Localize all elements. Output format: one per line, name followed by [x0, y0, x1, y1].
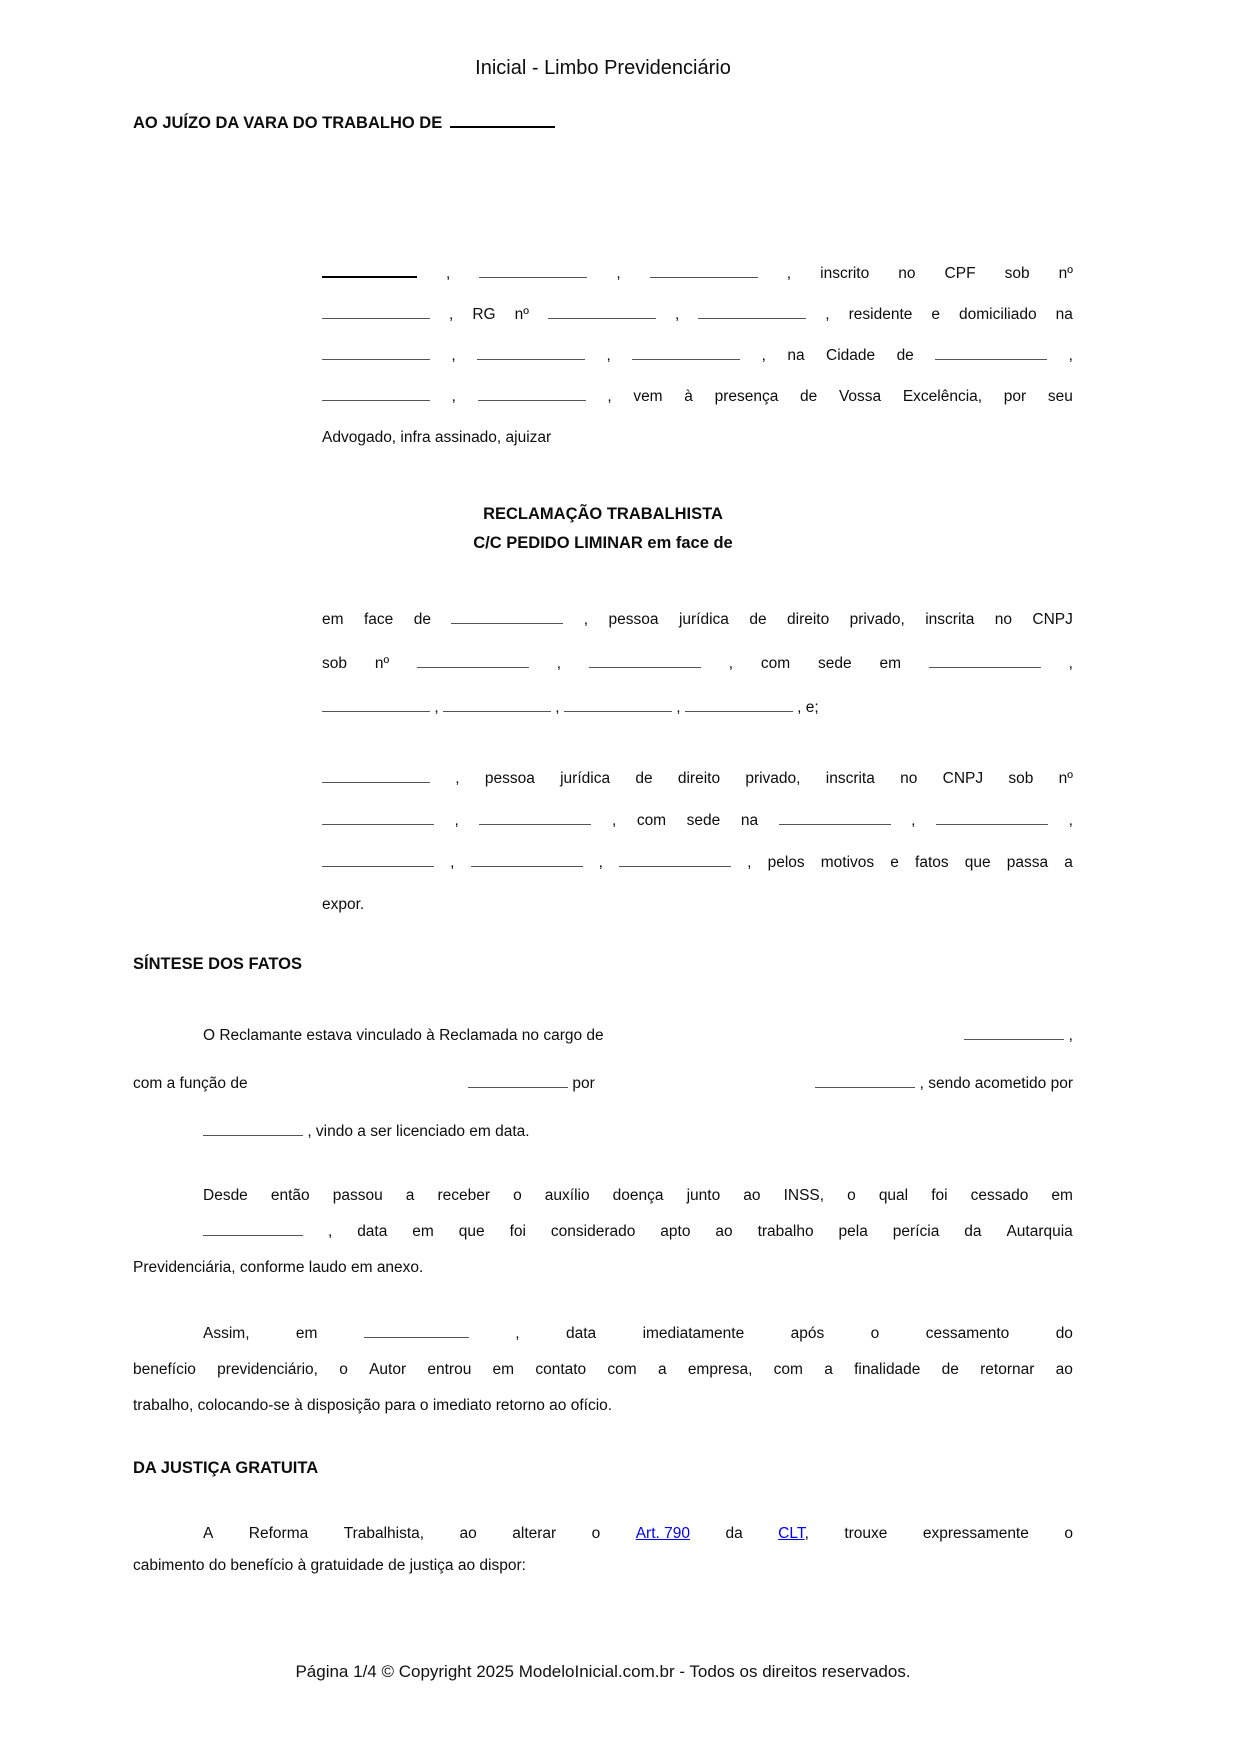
paragraph-line: [322, 598, 1073, 642]
text-run: ,: [606, 347, 611, 364]
text-run: a: [405, 1187, 415, 1204]
clt-link[interactable]: CLT: [778, 1525, 805, 1542]
text-run: com: [607, 1361, 637, 1378]
fill-in-blank: [685, 698, 793, 712]
text-run: de: [800, 388, 818, 405]
text-run: Autor: [369, 1361, 407, 1378]
facts-heading: SÍNTESE DOS FATOS: [133, 955, 303, 973]
text-run: qual: [878, 1187, 909, 1204]
facts-paragraph-3: [133, 1316, 1073, 1424]
text-run: ,: [728, 655, 734, 672]
text-run: , sendo acometido por: [915, 1075, 1074, 1092]
text-run: INSS,: [783, 1187, 825, 1204]
text-run: no: [994, 611, 1012, 628]
fill-in-blank: [619, 853, 731, 867]
paragraph-line: [322, 800, 1073, 842]
text-run: alterar: [512, 1525, 557, 1542]
text-run: presença: [714, 388, 779, 405]
paragraph-line: [133, 1388, 1073, 1424]
text-run: vem: [633, 388, 663, 405]
text-run: passou: [332, 1187, 383, 1204]
fill-in-blank: [964, 1026, 1064, 1040]
fill-in-blank: [322, 263, 417, 278]
text-run: fatos: [915, 854, 949, 871]
text-run: ao: [1055, 1361, 1073, 1378]
text-run: com: [760, 655, 791, 672]
addressing-blank: [450, 113, 555, 128]
paragraph-line: [133, 1060, 1073, 1108]
text-run: ,: [455, 770, 460, 787]
text-run: ,: [446, 265, 451, 282]
text-run: em: [492, 1361, 515, 1378]
text-run: sob: [322, 655, 347, 672]
text-run: nº: [514, 306, 529, 323]
link-run: [636, 1518, 690, 1550]
text-run: ,: [327, 1223, 333, 1240]
text-run: Cidade: [826, 347, 876, 364]
fill-in-blank: [779, 811, 891, 825]
paragraph-line: [322, 294, 1073, 335]
text-run: com: [773, 1361, 803, 1378]
claim-title-line: RECLAMAÇÃO TRABALHISTA: [483, 505, 723, 523]
text-run: Previdenciária, conforme laudo em anexo.: [133, 1259, 424, 1276]
text-run: a: [1064, 854, 1073, 871]
text-run: sob: [1008, 770, 1034, 787]
text-run: ao: [459, 1525, 477, 1542]
text-run: o: [513, 1187, 522, 1204]
text-run: sede: [818, 655, 852, 672]
fill-in-blank: [936, 811, 1048, 825]
text-run: por: [568, 1075, 595, 1092]
text-run: empresa,: [687, 1361, 753, 1378]
text-run: em: [879, 655, 902, 672]
fill-in-blank: [479, 811, 591, 825]
text-run: de: [749, 611, 767, 628]
text-run: inscrito: [820, 265, 870, 282]
text-run: de: [941, 1361, 959, 1378]
text-run: da: [964, 1223, 982, 1240]
fill-in-blank: [589, 654, 701, 668]
fill-in-blank: [478, 387, 586, 401]
text-run: ,: [1068, 655, 1073, 672]
text-run: ,: [454, 812, 459, 829]
text-run: trabalho, colocando-se à disposição para o imediato retorno ao ofício.: [133, 1397, 613, 1414]
text-run: que: [964, 854, 991, 871]
text-run: auxílio: [544, 1187, 590, 1204]
paragraph-line: [322, 417, 1073, 458]
text-run: motivos: [820, 854, 875, 871]
claim-title: [133, 500, 1073, 558]
text-run: ,: [451, 347, 456, 364]
fill-in-blank: [417, 654, 529, 668]
fill-in-blank: [548, 305, 656, 319]
paragraph-line: [133, 1250, 1073, 1286]
fill-in-blank: [650, 264, 758, 278]
text-run: face: [363, 611, 394, 628]
text-run: CNPJ: [1032, 611, 1073, 628]
fill-in-blank: [929, 654, 1041, 668]
addressing-text: AO JUÍZO DA VARA DO TRABALHO DE: [133, 114, 443, 132]
text-run: apto: [660, 1223, 691, 1240]
text-run: imediatamente: [642, 1325, 745, 1342]
fill-in-blank: [479, 264, 587, 278]
text-run: com: [636, 812, 667, 829]
free-justice-heading: DA JUSTIÇA GRATUITA: [133, 1459, 319, 1477]
text-run: expressamente: [922, 1525, 1029, 1542]
text-run: ,: [747, 854, 752, 871]
text-run: foi: [931, 1187, 948, 1204]
text-run: previdenciário,: [217, 1361, 318, 1378]
text-run: foi: [509, 1223, 526, 1240]
text-run: ,: [1068, 812, 1073, 829]
fill-in-blank: [322, 387, 430, 401]
text-run: contato: [535, 1361, 587, 1378]
text-run: à: [684, 388, 693, 405]
text-run: doença: [612, 1187, 664, 1204]
text-run: inscrita: [925, 611, 975, 628]
fill-in-blank: [322, 769, 430, 783]
fill-in-blank: [203, 1222, 303, 1236]
link-run: CLT,: [778, 1525, 809, 1542]
text-run: nº: [1058, 770, 1073, 787]
text-run: retornar: [980, 1361, 1035, 1378]
text-run: privado,: [745, 770, 801, 787]
text-run: data: [357, 1223, 388, 1240]
text-run: sede: [686, 812, 721, 829]
text-run: CNPJ: [942, 770, 984, 787]
text-run: A: [203, 1525, 214, 1542]
text-run: ,: [611, 812, 617, 829]
text-run: ,: [449, 306, 454, 323]
fill-in-blank: [322, 698, 430, 712]
text-run: jurídica: [560, 770, 611, 787]
paragraph-line: [133, 1012, 1073, 1060]
text-run: ao: [743, 1187, 761, 1204]
text-run: jurídica: [678, 611, 729, 628]
fill-in-blank: [451, 610, 563, 624]
text-run: do: [1055, 1325, 1073, 1342]
text-run: ,: [607, 388, 612, 405]
paragraph-line: [133, 1214, 1073, 1250]
text-run: data: [565, 1325, 597, 1342]
document-title: Inicial - Limbo Previdenciário: [475, 57, 731, 79]
text-run: ,: [674, 306, 680, 323]
text-run: o: [339, 1361, 348, 1378]
text-run: de: [635, 770, 653, 787]
paragraph-line: [322, 335, 1073, 376]
text-run: passa: [1006, 854, 1049, 871]
text-run: cessamento: [925, 1325, 1010, 1342]
text-run: , e;: [797, 699, 819, 716]
text-run: pela: [838, 1223, 868, 1240]
text-run: ,: [555, 699, 560, 716]
paragraph-line: [322, 253, 1073, 294]
text-run: ,: [515, 1325, 520, 1342]
text-run: seu: [1047, 388, 1073, 405]
paragraph-line: [322, 842, 1073, 884]
text-run: ,: [786, 265, 792, 282]
plaintiff-qualification: [322, 253, 1073, 458]
paragraph-line: [133, 1518, 1073, 1550]
text-run: ,: [761, 347, 766, 364]
text-run: da: [725, 1525, 743, 1542]
text-run: em: [322, 611, 344, 628]
fill-in-blank: [815, 1074, 915, 1088]
text-run: que: [458, 1223, 485, 1240]
text-run: Autarquia: [1006, 1223, 1073, 1240]
fill-in-blank: [203, 1122, 303, 1136]
page-footer: Página 1/4 © Copyright 2025 ModeloInicial.com.br - Todos os direitos reservados.: [295, 1662, 911, 1681]
paragraph-line: [133, 1178, 1073, 1214]
text-run: considerado: [550, 1223, 636, 1240]
paragraph-line: [322, 376, 1073, 417]
text-run: cessado: [970, 1187, 1029, 1204]
text-run: em: [412, 1223, 434, 1240]
text-run: RG: [472, 306, 496, 323]
free-justice-paragraph: [133, 1518, 1073, 1582]
text-run: de: [896, 347, 914, 364]
text-run: na: [740, 812, 759, 829]
text-run: e: [890, 854, 899, 871]
text-run: junto: [686, 1187, 721, 1204]
fill-in-blank: [322, 811, 434, 825]
text-run: ,: [911, 812, 916, 829]
text-run: nº: [1058, 265, 1073, 282]
text-run: o: [1064, 1525, 1073, 1542]
text-run: nº: [374, 655, 390, 672]
text-run: sob: [1004, 265, 1030, 282]
fill-in-blank: [322, 305, 430, 319]
text-run: Reforma: [248, 1525, 309, 1542]
text-run: em: [1051, 1187, 1073, 1204]
text-run: ao: [715, 1223, 733, 1240]
text-run: pessoa: [608, 611, 659, 628]
text-run: ,: [556, 655, 562, 672]
text-run: cabimento do benefício à gratuidade de justiça ao dispor:: [133, 1557, 526, 1574]
text-run: então: [270, 1187, 310, 1204]
paragraph-line: [133, 1108, 1073, 1156]
text-run: a: [824, 1361, 833, 1378]
fill-in-blank: [477, 346, 585, 360]
addressing-heading: [133, 111, 1073, 135]
fill-in-blank: [443, 698, 551, 712]
text-run: no: [900, 770, 918, 787]
defendant-1-qualification: [322, 598, 1073, 730]
text-run: privado,: [849, 611, 905, 628]
fill-in-blank: [468, 1074, 568, 1088]
paragraph-line: [322, 884, 1073, 926]
text-run: na: [787, 347, 805, 364]
text-run: , vindo a ser licenciado em data.: [307, 1123, 530, 1140]
document-body: [133, 253, 1073, 1582]
fill-in-blank: [935, 346, 1047, 360]
text-run: Vossa: [838, 388, 882, 405]
text-run: finalidade: [854, 1361, 921, 1378]
text-run: o: [847, 1187, 856, 1204]
paragraph-line: [133, 1352, 1073, 1388]
fill-in-blank: [364, 1324, 469, 1338]
text-run: a: [657, 1361, 667, 1378]
text-run: ,: [450, 854, 455, 871]
text-run: e: [931, 306, 941, 323]
text-run: perícia: [892, 1223, 940, 1240]
paragraph-line: [133, 1550, 1073, 1582]
text-run: trabalho: [757, 1223, 814, 1240]
fill-in-blank: [564, 698, 672, 712]
text-run: pessoa: [484, 770, 535, 787]
text-run: o: [591, 1525, 601, 1542]
defendant-2-qualification: [322, 758, 1073, 926]
paragraph-line: [322, 686, 1073, 730]
text-run: ,: [616, 265, 621, 282]
claim-title-line: C/C PEDIDO LIMINAR em face de: [473, 534, 733, 552]
text-run: de: [413, 611, 431, 628]
fill-in-blank: [322, 346, 430, 360]
text-run: em: [295, 1325, 318, 1342]
text-run: ,: [434, 699, 439, 716]
text-run: O Reclamante estava vinculado à Reclamada no cargo de: [203, 1027, 604, 1044]
facts-paragraph-2: [133, 1178, 1073, 1286]
text-run: pelos: [767, 854, 805, 871]
text-run: benefício: [133, 1361, 196, 1378]
text-run: domiciliado: [959, 306, 1037, 323]
text-run: ,: [583, 611, 589, 628]
paragraph-line: [322, 642, 1073, 686]
text-run: trouxe: [844, 1525, 888, 1542]
text-run: direito: [787, 611, 830, 628]
fill-in-blank: [632, 346, 740, 360]
art-790-link[interactable]: Art. 790: [635, 1525, 690, 1542]
text-run: ,: [1064, 1027, 1073, 1044]
fill-in-blank: [471, 853, 583, 867]
text-run: no: [898, 265, 916, 282]
paragraph-line: [133, 1316, 1073, 1352]
text-run: por: [1003, 388, 1027, 405]
text-run: o: [870, 1325, 880, 1342]
text-run: Trabalhista,: [343, 1525, 425, 1542]
text-run: ,: [451, 388, 456, 405]
text-run: ,: [825, 306, 830, 323]
text-run: direito: [677, 770, 721, 787]
text-run: expor.: [322, 896, 365, 913]
text-run: Desde: [203, 1187, 248, 1204]
text-run: ,: [1068, 347, 1073, 364]
text-run: inscrita: [825, 770, 875, 787]
fill-in-blank: [322, 853, 434, 867]
text-run: após: [790, 1325, 825, 1342]
text-run: ,: [598, 854, 603, 871]
fill-in-blank: [698, 305, 806, 319]
text-run: ,: [676, 699, 681, 716]
text-run: entrou: [427, 1361, 472, 1378]
text-run: receber: [437, 1187, 491, 1204]
text-run: Advogado, infra assinado, ajuizar: [322, 429, 552, 446]
text-run: residente: [848, 306, 913, 323]
text-run: na: [1055, 306, 1073, 323]
paragraph-line: [322, 758, 1073, 800]
text-run: Excelência,: [902, 388, 983, 405]
text-run: CPF: [944, 265, 976, 282]
facts-paragraph-1: [133, 1012, 1073, 1156]
text-run: com a função de: [133, 1075, 248, 1092]
text-run: Assim,: [203, 1325, 250, 1342]
